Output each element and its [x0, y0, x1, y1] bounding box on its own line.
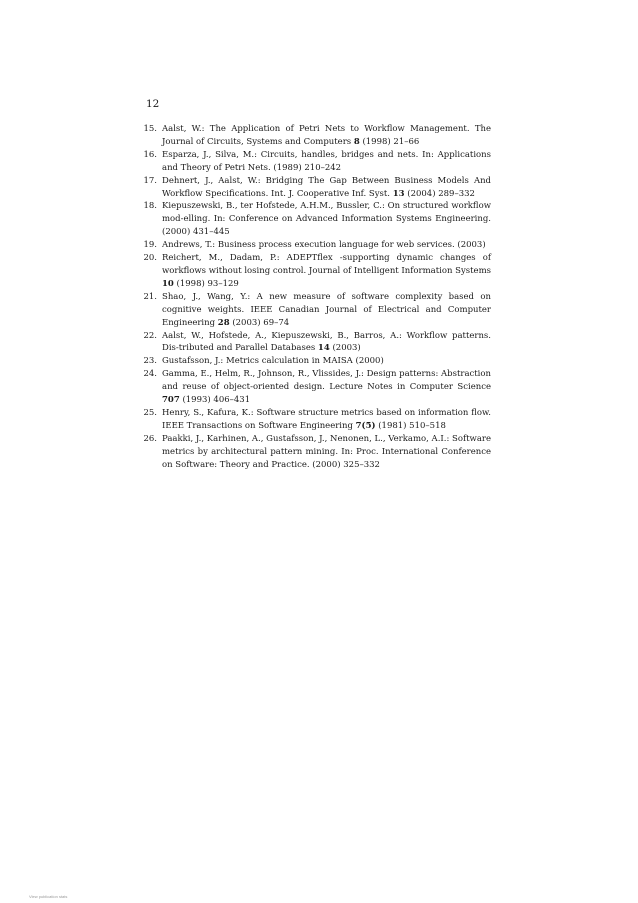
reference-item: [138, 175, 491, 201]
reference-volume: 10: [162, 278, 174, 289]
reference-item: [138, 149, 491, 175]
reference-text-main: Reichert, M., Dadam, P.: ADEPTflex -supporting dynamic changes of workflows without losing control. Journal of Intelligent Information Systems: [162, 253, 491, 276]
reference-item: [138, 123, 491, 149]
reference-text: [162, 175, 491, 201]
view-publication-stats-link[interactable]: View publication stats: [29, 894, 68, 899]
reference-number: 24.: [143, 369, 157, 380]
reference-text: [162, 123, 491, 149]
reference-volume: 7(5): [355, 420, 376, 431]
reference-number: 21.: [143, 291, 157, 302]
reference-text-main: Shao, J., Wang, Y.: A new measure of software complexity based on cognitive weights. IEEE Canadian Journal of Electrical and Computer Engineering: [162, 291, 491, 328]
reference-text: [162, 200, 491, 239]
reference-text-main: Kiepuszewski, B., ter Hofstede, A.H.M., Bussler, C.: On structured workflow mod-elling. In: Conference on Advanced Information Systems Engineering. (2000) 431–445: [162, 201, 491, 238]
reference-volume: 8: [353, 136, 360, 147]
reference-text-tail: (2004) 289–332: [404, 188, 475, 199]
reference-text: [162, 407, 491, 433]
reference-text: [162, 368, 491, 407]
reference-text: [162, 291, 491, 330]
reference-text-main: Aalst, W.: The Application of Petri Nets to Workflow Management. The Journal of Circuits, Systems and Computers: [162, 124, 491, 147]
reference-number: 18.: [143, 201, 157, 212]
reference-text-tail: (1998) 21–66: [359, 136, 420, 147]
reference-number: 22.: [143, 330, 157, 341]
reference-volume: 707: [162, 395, 180, 406]
reference-text-main: Gamma, E., Helm, R., Johnson, R., Vlissides, J.: Design patterns: Abstraction and reuse of object-oriented design. Lecture Notes in Computer Science: [162, 369, 491, 393]
reference-text-main: Aalst, W., Hofstede, A., Kiepuszewski, B., Barros, A.: Workflow patterns. Dis-tributed and Parallel Databases: [162, 330, 491, 354]
reference-item: [138, 200, 491, 239]
reference-number: 23.: [143, 356, 157, 367]
reference-item: [138, 291, 491, 330]
reference-text-main: Henry, S., Kafura, K.: Software structure metrics based on information flow. IEEE Transactions on Software Engineering: [162, 407, 491, 431]
reference-text-main: Andrews, T.: Business process execution language for web services. (2003): [162, 240, 486, 251]
reference-text: [162, 239, 491, 252]
reference-text-tail: (1998) 93–129: [173, 278, 239, 289]
reference-text-main: Paakki, J., Karhinen, A., Gustafsson, J., Nenonen, L., Verkamo, A.I.: Software metrics by architectural pattern mining. In: Proc. International Conference on Software: Theory and Practice. (2000) 325–332: [162, 433, 491, 470]
reference-item: [138, 368, 491, 407]
reference-text-tail: (2003) 69–74: [229, 317, 290, 328]
reference-text-tail: (1981) 510–518: [375, 420, 446, 431]
reference-number: 15.: [143, 124, 157, 134]
reference-text: [162, 330, 491, 356]
reference-number: 19.: [143, 240, 157, 251]
reference-item: [138, 433, 491, 472]
reference-item: [138, 330, 491, 356]
reference-text-main: Dehnert, J., Aalst, W.: Bridging The Gap Between Business Models And Workflow Specifications. Int. J. Cooperative Inf. Syst.: [162, 175, 491, 199]
reference-number: 16.: [143, 149, 157, 160]
page-number: 12: [146, 98, 160, 110]
reference-number: 25.: [143, 407, 157, 418]
reference-number: 26.: [143, 433, 157, 444]
reference-list: [138, 123, 491, 471]
reference-text-main: Gustafsson, J.: Metrics calculation in MAISA (2000): [162, 356, 384, 367]
reference-text: [162, 252, 491, 291]
reference-text: [162, 433, 491, 472]
reference-number: 17.: [143, 175, 157, 186]
reference-text-tail: (1993) 406–431: [179, 395, 251, 406]
reference-volume: 14: [317, 343, 330, 354]
reference-text: [162, 149, 491, 175]
reference-text-main: Esparza, J., Silva, M.: Circuits, handles, bridges and nets. In: Applications and Theory of Petri Nets. (1989) 210–242: [162, 149, 491, 173]
reference-item: [138, 355, 491, 368]
reference-item: [138, 407, 491, 433]
reference-volume: 13: [392, 188, 405, 199]
reference-number: 20.: [143, 253, 157, 264]
reference-item: [138, 239, 491, 252]
reference-volume: 28: [217, 317, 230, 328]
reference-text: [162, 355, 491, 368]
reference-item: [138, 252, 491, 291]
reference-text-tail: (2003): [329, 343, 361, 354]
